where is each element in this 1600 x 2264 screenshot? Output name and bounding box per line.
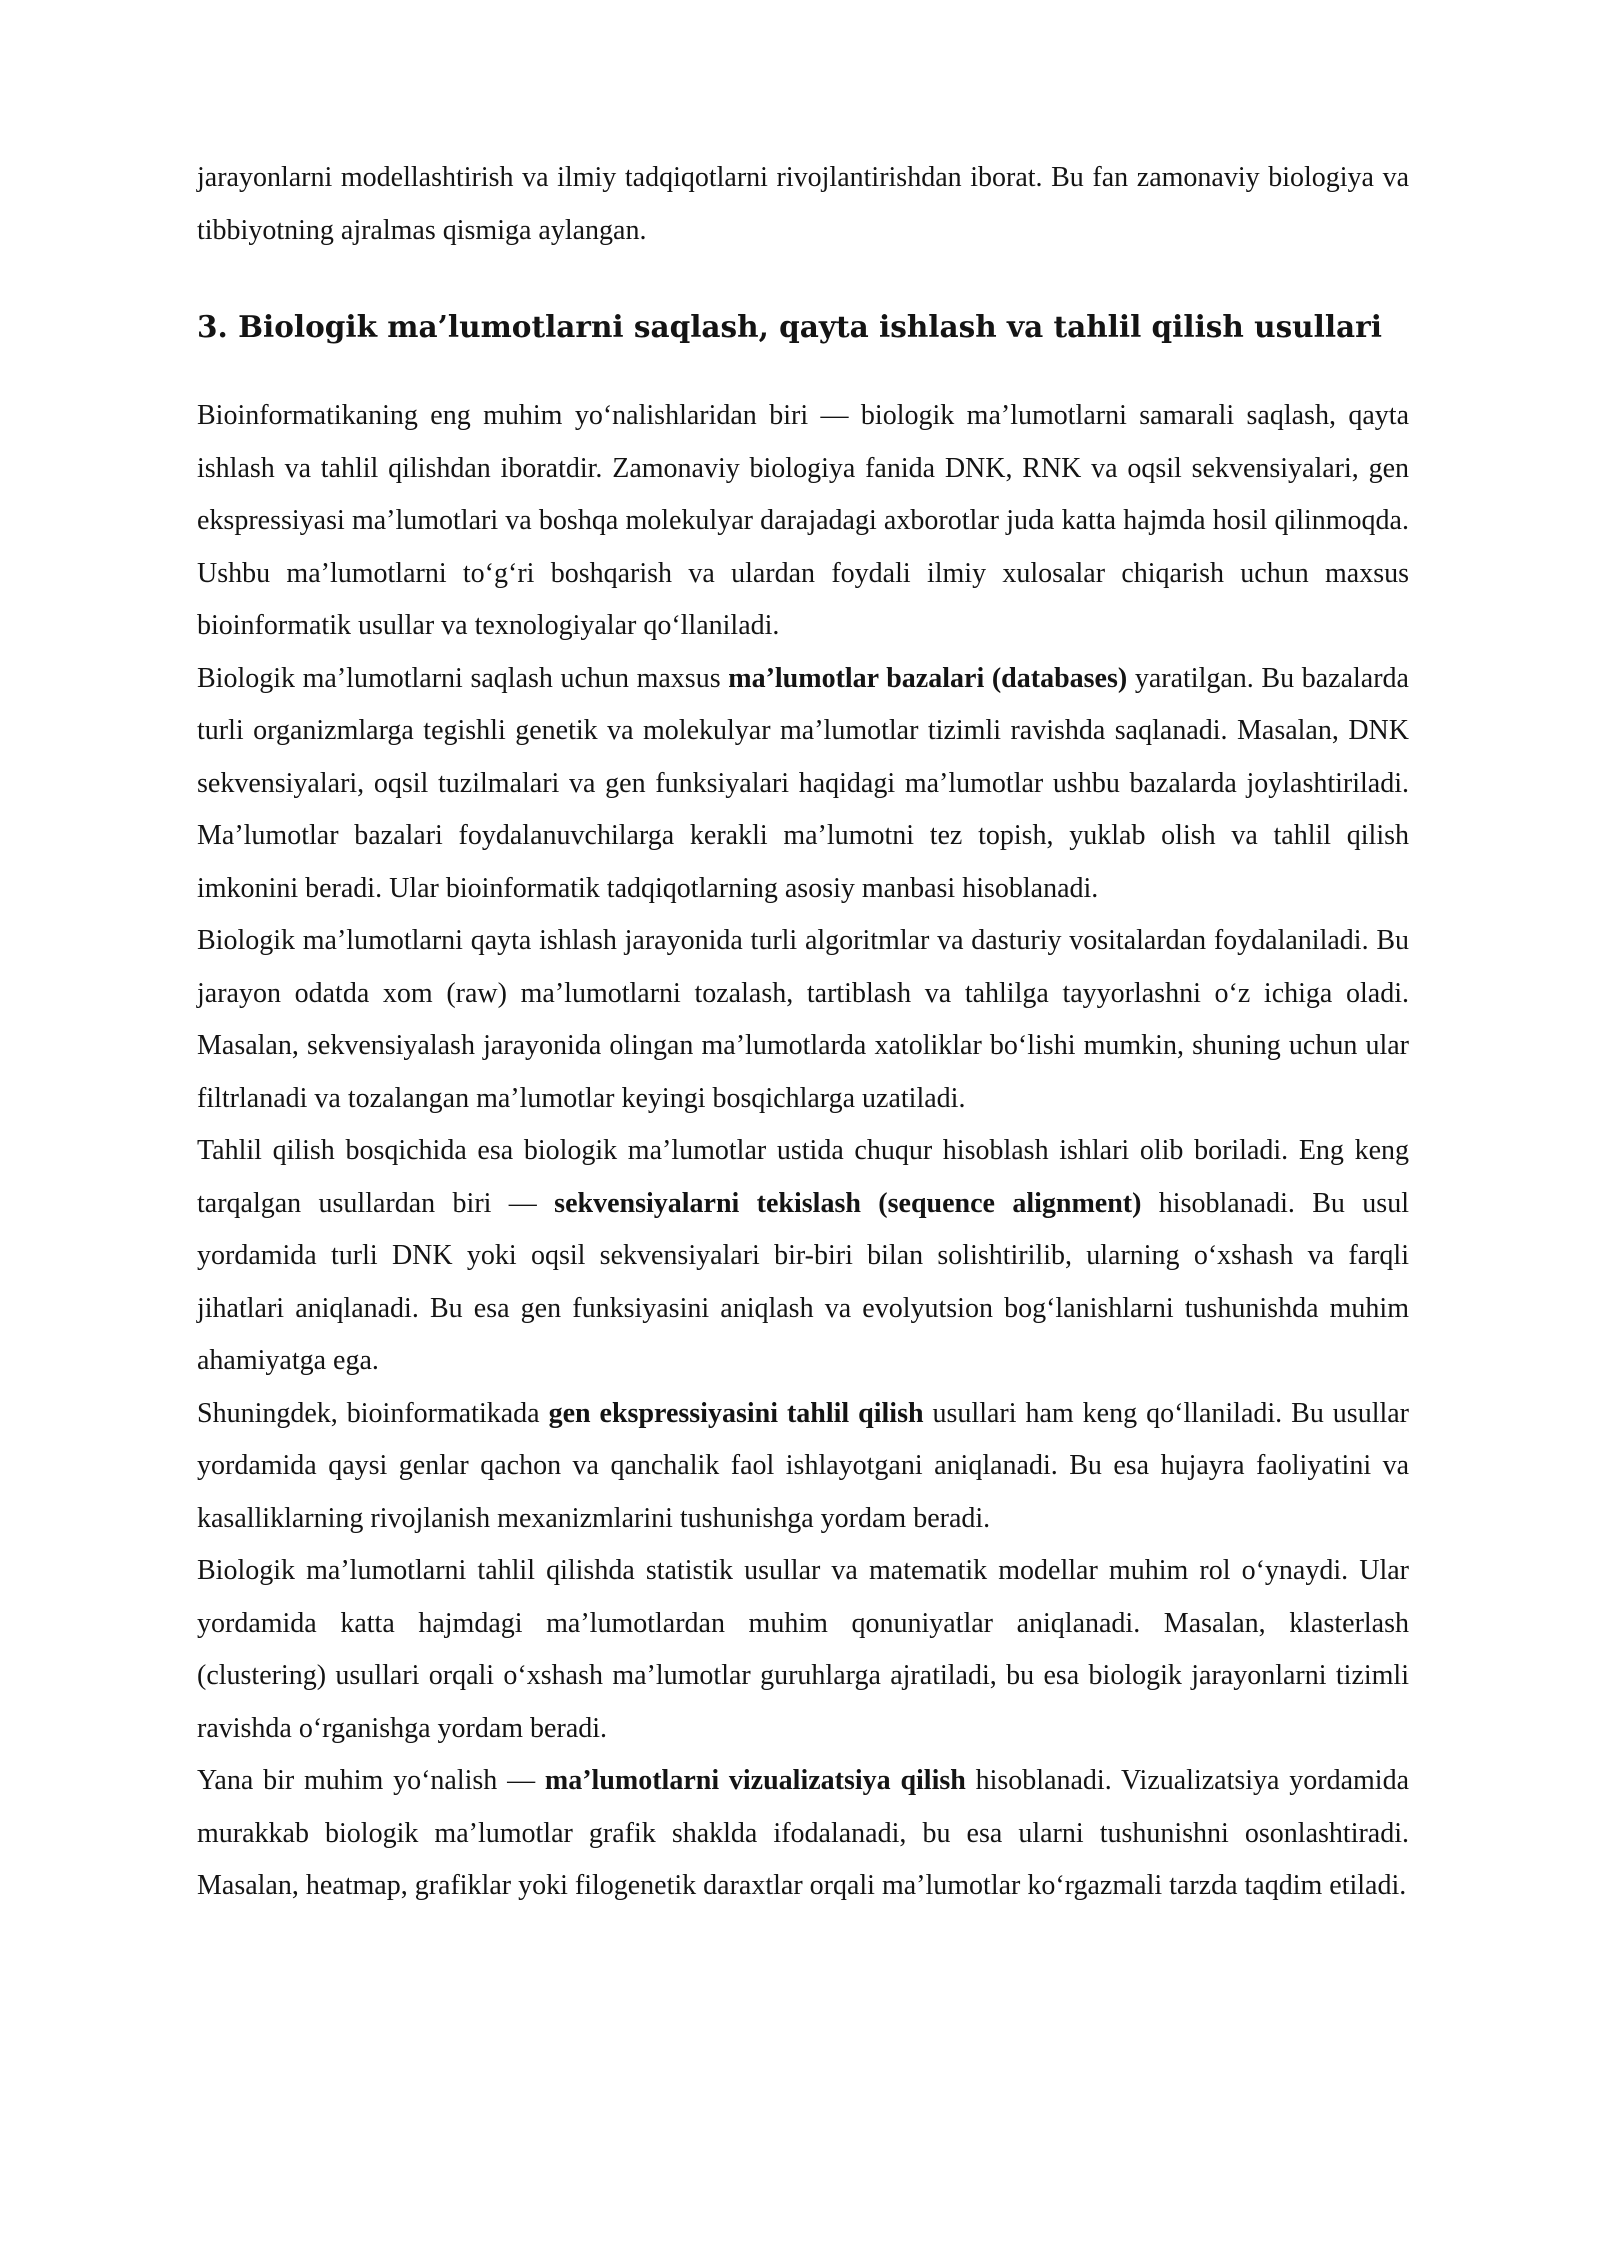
paragraph-text: usullari ham keng qo‘llaniladi. Bu usullar yordamida qaysi genlar qachon va qanchalik faol ishlayotgani aniqlanadi. Bu esa hujayra faoliyatini va kasalliklarning rivojlanish mexanizmlarini tushunishga yordam beradi. <box>197 1397 1409 1534</box>
paragraph-text: Biologik ma’lumotlarni saqlash uchun maxsus <box>197 662 729 694</box>
paragraph-statistics: Biologik ma’lumotlarni tahlil qilishda statistik usullar va matematik modellar muhim rol o‘ynaydi. Ular yordamida katta hajmdagi ma’lumotlardan muhim qonuniyatlar aniqlanadi. Masalan, klasterlash (clustering) usullari orqali o‘xshash ma’lumotlar guruhlarga ajratiladi, bu esa biologik jarayonlarni tizimli ravishda o‘rganishga yordam beradi. <box>197 1555 1409 1744</box>
paragraph-databases <box>197 653 1409 916</box>
paragraph-text: Shuningdek, bioinformatikada <box>197 1397 549 1429</box>
intro-paragraph: jarayonlarni modellashtirish va ilmiy tadqiqotlarni rivojlantirishdan iborat. Bu fan zamonaviy biologiya va tibbiyotning ajralmas qismiga aylangan. <box>197 162 1409 246</box>
bold-term-visualization: ma’lumotlarni vizualizatsiya qilish <box>544 1765 966 1796</box>
paragraph-alignment <box>197 1125 1409 1388</box>
bold-term-gene-expression: gen ekspressiyasini tahlil qilish <box>548 1397 924 1429</box>
paragraph-gene-expression <box>197 1388 1409 1546</box>
bold-term-databases: ma’lumotlar bazalari (databases) <box>728 662 1128 694</box>
section-heading: 3. Biologik ma’lumotlarni saqlash, qayta ishlash va tahlil qilish usullari <box>197 309 1382 344</box>
paragraph-processing: Biologik ma’lumotlarni qayta ishlash jarayonida turli algoritmlar va dasturiy vositalardan foydalaniladi. Bu jarayon odatda xom (raw) ma’lumotlarni tozalash, tartiblash va tahlilga tayyorlashni o‘z ichiga oladi. Masalan, sekvensiyalash jarayonida olingan ma’lumotlarda xatoliklar bo‘lishi mumkin, shuning uchun ular filtrlanadi va tozalangan ma’lumotlar keyingi bosqichlarga uzatiladi. <box>197 925 1409 1114</box>
document-page <box>197 152 1409 1913</box>
bold-term-sequence-alignment: sekvensiyalarni tekislash (sequence alignment) <box>554 1187 1142 1219</box>
paragraph-text: hisoblanadi. Vizualizatsiya yordamida murakkab biologik ma’lumotlar grafik shaklda ifodalanadi, bu esa ularni tushunishni osonlashtiradi. Masalan, heatmap, grafiklar yoki filogenetik daraxtlar orqali ma’lumotlar ko‘rgazmali tarzda taqdim etiladi. <box>197 1765 1409 1901</box>
paragraph-text: yaratilgan. Bu bazalarda turli organizmlarga tegishli genetik va molekulyar ma’lumotlar tizimli ravishda saqlanadi. Masalan, DNK sekvensiyalari, oqsil tuzilmalari va gen funksiyalari haqidagi ma’lumotlar ushbu bazalarda joylashtiriladi. Ma’lumotlar bazalari foydalanuvchilarga kerakli ma’lumotni tez topish, yuklab olish va tahlil qilish imkonini beradi. Ular bioinformatik tadqiqotlarning asosiy manbasi hisoblanadi. <box>197 662 1409 904</box>
paragraph-text: Tahlil qilish bosqichida esa biologik ma’lumotlar ustida chuqur hisoblash ishlari olib boriladi. Eng keng tarqalgan usullardan biri — <box>197 1135 1409 1219</box>
paragraph-storage-overview: Bioinformatikaning eng muhim yo‘nalishlaridan biri — biologik ma’lumotlarni samarali saqlash, qayta ishlash va tahlil qilishdan iboratdir. Zamonaviy biologiya fanida DNK, RNK va oqsil sekvensiyalari, gen ekspressiyasi ma’lumotlari va boshqa molekulyar darajadagi axborotlar juda katta hajmda hosil qilinmoqda. Ushbu ma’lumotlarni to‘g‘ri boshqarish va ulardan foydali ilmiy xulosalar chiqarish uchun maxsus bioinformatik usullar va texnologiyalar qo‘llaniladi. <box>197 400 1409 641</box>
paragraph-text: hisoblanadi. Bu usul yordamida turli DNK yoki oqsil sekvensiyalari bir-biri bilan solishtirilib, ularning o‘xshash va farqli jihatlari aniqlanadi. Bu esa gen funksiyasini aniqlash va evolyutsion bog‘lanishlarni tushunishda muhim ahamiyatga ega. <box>197 1187 1409 1376</box>
paragraph-text: Yana bir muhim yo‘nalish — <box>197 1765 545 1796</box>
paragraph-visualization <box>197 1755 1409 1913</box>
